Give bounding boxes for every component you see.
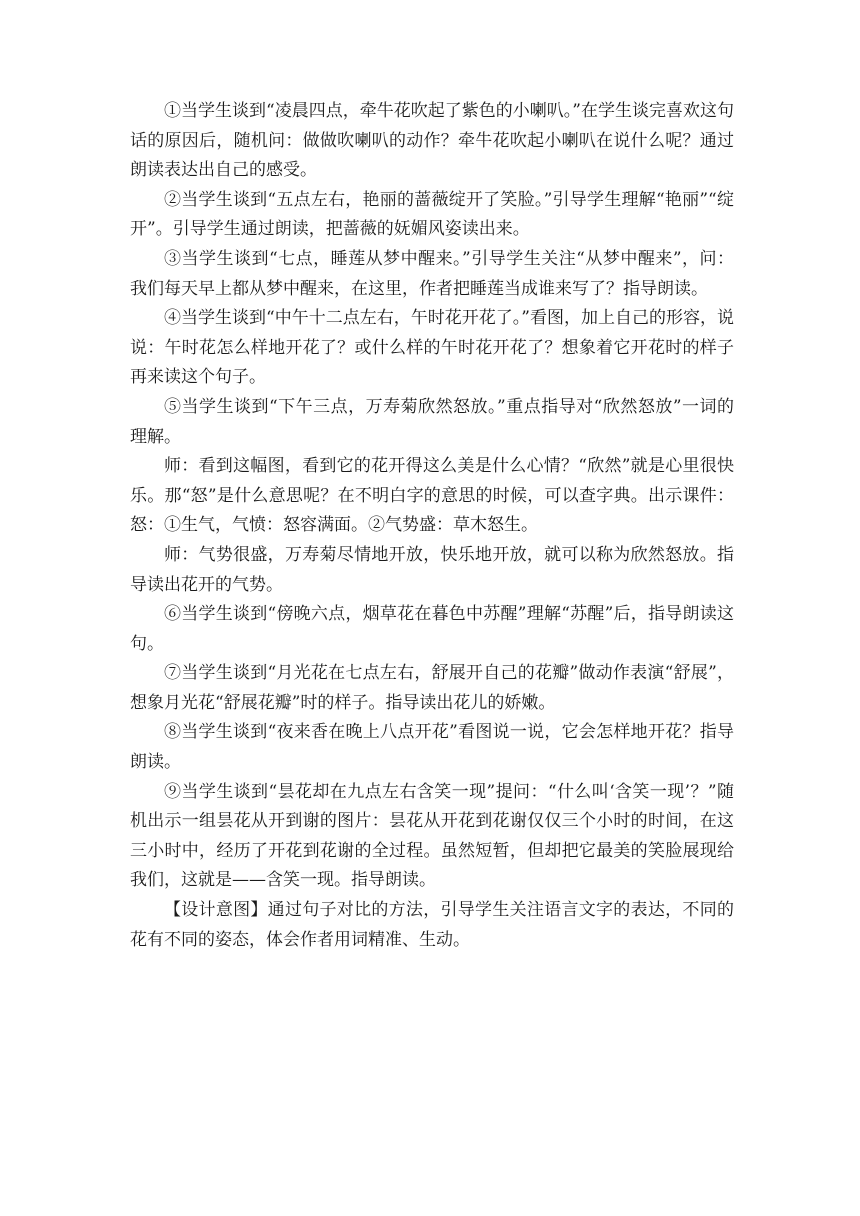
paragraph-teacher-dialogue-2: 师：气势很盛，万寿菊尽情地开放，快乐地开放，就可以称为欣然怒放。指导读出花开的气势。 [130,544,734,595]
paragraph-water-lily: ③当学生谈到“七点，睡莲从梦中醒来。”引导学生关注“从梦中醒来”，问：我们每天早上都从梦中醒来，在这里，作者把睡莲当成谁来写了？指导朗读。 [130,248,734,299]
paragraph-night-jasmine: ⑧当学生谈到“夜来香在晚上八点开花”看图说一说，它会怎样地开花？指导朗读。 [130,722,734,773]
paragraph-tobacco-flower: ⑥当学生谈到“傍晚六点，烟草花在暮色中苏醒”理解“苏醒”后，指导朗读这句。 [130,604,734,654]
paragraph-noon-flower: ④当学生谈到“中午十二点左右，午时花开花了。”看图，加上自己的形容，说说：午时花怎么样地开花了？或什么样的午时花开花了？想象着它开花时的样子再来读这个句子。 [130,308,734,388]
document-page [130,97,734,955]
paragraph-teacher-dialogue-1: 师：看到这幅图，看到它的花开得这么美是什么心情？“欣然”就是心里很快乐。那“怒”是什么意思呢？在不明白字的意思的时候，可以查字典。出示课件：怒：①生气，气愤：怒容满面。②气势盛：草木怒生。 [130,456,734,536]
paragraph-moonflower: ⑦当学生谈到“月光花在七点左右，舒展开自己的花瓣”做动作表演“舒展”，想象月光花“舒展花瓣”时的样子。指导读出花儿的娇嫩。 [130,663,734,713]
paragraph-morning-glory: ①当学生谈到“凌晨四点，牵牛花吹起了紫色的小喇叭。”在学生谈完喜欢这句话的原因后，随机问：做做吹喇叭的动作？牵牛花吹起小喇叭在说什么呢？通过朗读表达出自己的感受。 [130,101,734,181]
paragraph-epiphyllum: ⑨当学生谈到“昙花却在九点左右含笑一现”提问：“什么叫‘含笑一现’？”随机出示一组昙花从开到谢的图片：昙花从开花到花谢仅仅三个小时的时间，在这三小时中，经历了开花到花谢的全过程。虽然短暂，但却把它最美的笑脸展现给我们，这就是——含笑一现。指导朗读。 [130,781,734,891]
paragraph-marigold: ⑤当学生谈到“下午三点，万寿菊欣然怒放。”重点指导对“欣然怒放”一词的理解。 [130,396,734,447]
paragraph-design-intent: 【设计意图】通过句子对比的方法，引导学生关注语言文字的表达，不同的花有不同的姿态，体会作者用词精准、生动。 [130,900,734,950]
paragraph-rose: ②当学生谈到“五点左右，艳丽的蔷薇绽开了笑脸。”引导学生理解“艳丽”“绽开”。引导学生通过朗读，把蔷薇的妩媚风姿读出来。 [130,189,734,240]
